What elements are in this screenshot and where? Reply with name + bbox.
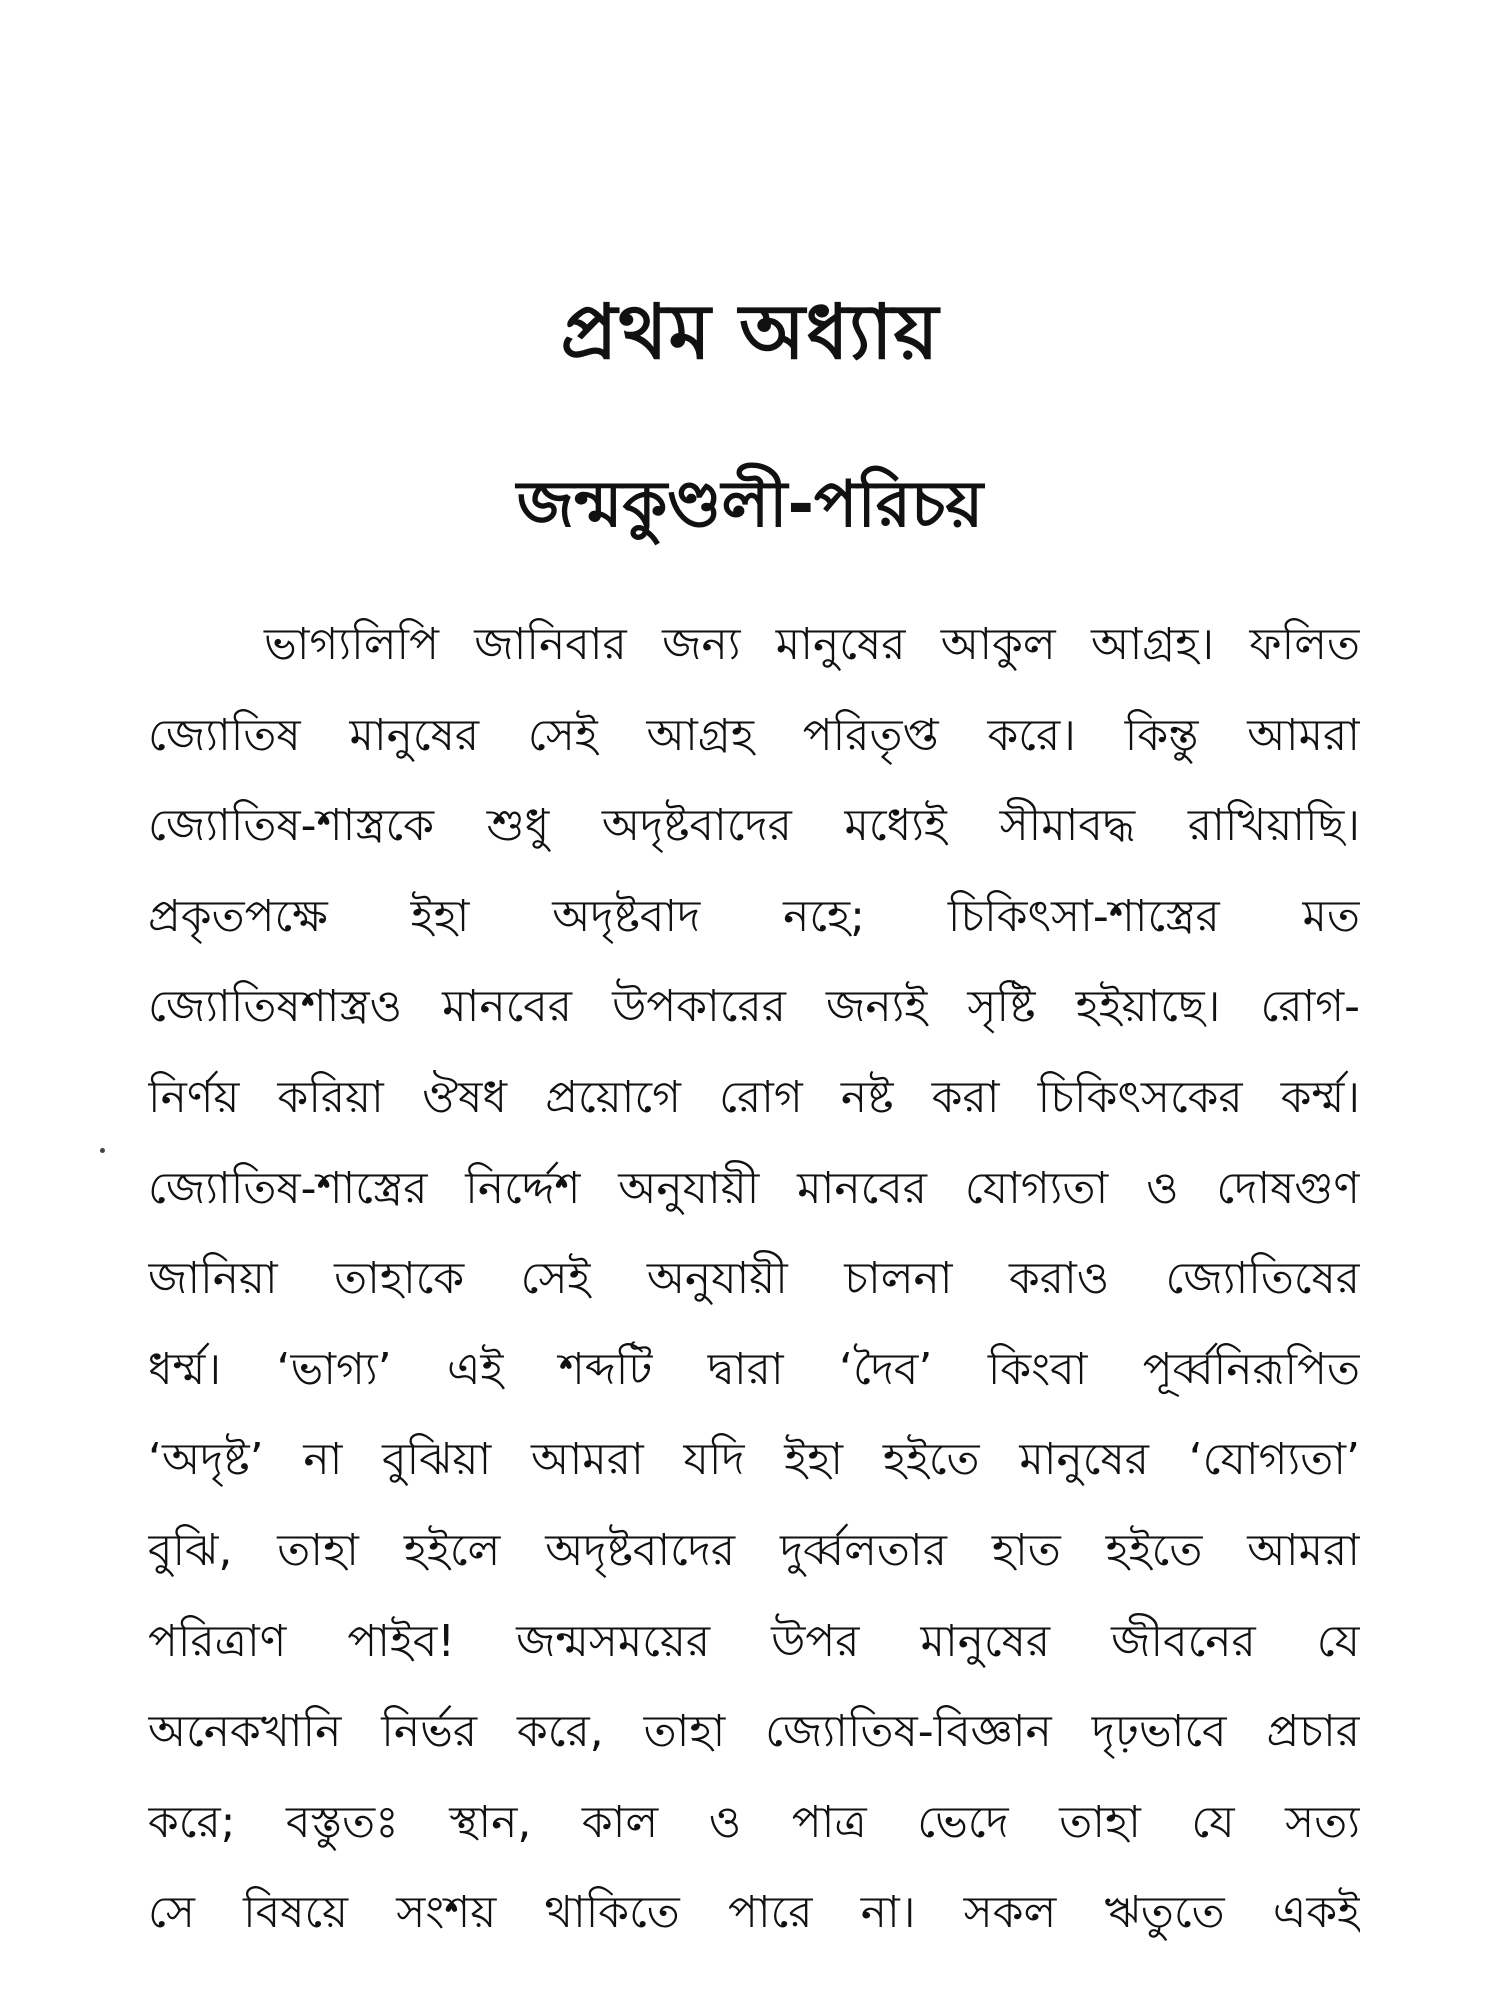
text-line: পরিত্রাণ পাইব! জন্মসময়ের উপর মানুষের জীবনের যে: [148, 1615, 1360, 1667]
section-title: জন্মকুণ্ডলী-পরিচয়: [516, 468, 984, 542]
text-line: জানিয়া তাহাকে সেই অনুযায়ী চালনা করাও জ্যোতিষের: [148, 1253, 1360, 1305]
text-line: জ্যোতিষ-শাস্ত্রকে শুধু অদৃষ্টবাদের মধ্যেই সীমাবদ্ধ রাখিয়াছি।: [148, 800, 1360, 852]
text-line: জ্যোতিষ মানুষের সেই আগ্রহ পরিতৃপ্ত করে। কিন্তু আমরা: [148, 709, 1360, 761]
text-line: ভাগ্যলিপি জানিবার জন্য মানুষের আকুল আগ্রহ। ফলিত: [264, 619, 1360, 670]
text-line: জ্যোতিষশাস্ত্রও মানবের উপকারের জন্যই সৃষ্টি হইয়াছে। রোগ-: [148, 981, 1360, 1033]
text-line: করে; বস্তুতঃ স্থান, কাল ও পাত্র ভেদে তাহা যে সত্য: [148, 1796, 1360, 1848]
text-line: প্রকৃতপক্ষে ইহা অদৃষ্টবাদ নহে; চিকিৎসা-শাস্ত্রের মত: [148, 890, 1360, 942]
body-paragraph: [148, 600, 1360, 1959]
chapter-title: প্রথম অধ্যায়: [560, 287, 940, 376]
text-line: সে বিষয়ে সংশয় থাকিতে পারে না। সকল ঋতুতে একই: [148, 1887, 1360, 1939]
margin-speck: [100, 1148, 105, 1153]
text-line: নির্ণয় করিয়া ঔষধ প্রয়োগে রোগ নষ্ট করা চিকিৎসকের কর্ম্ম।: [148, 1071, 1360, 1123]
text-line: জ্যোতিষ-শাস্ত্রের নির্দ্দেশ অনুযায়ী মানবের যোগ্যতা ও দোষগুণ: [148, 1162, 1360, 1214]
text-line: বুঝি, তাহা হইলে অদৃষ্টবাদের দুর্ব্বলতার হাত হইতে আমরা: [148, 1524, 1360, 1576]
text-line: ধর্ম্ম। ‘ভাগ্য’ এই শব্দটি দ্বারা ‘দৈব’ কিংবা পূর্ব্বনিরূপিত: [148, 1343, 1360, 1395]
text-line: ‘অদৃষ্ট’ না বুঝিয়া আমরা যদি ইহা হইতে মানুষের ‘যোগ্যতা’: [148, 1434, 1360, 1486]
text-line: অনেকখানি নির্ভর করে, তাহা জ্যোতিষ-বিজ্ঞান দৃঢ়ভাবে প্রচার: [148, 1706, 1360, 1758]
